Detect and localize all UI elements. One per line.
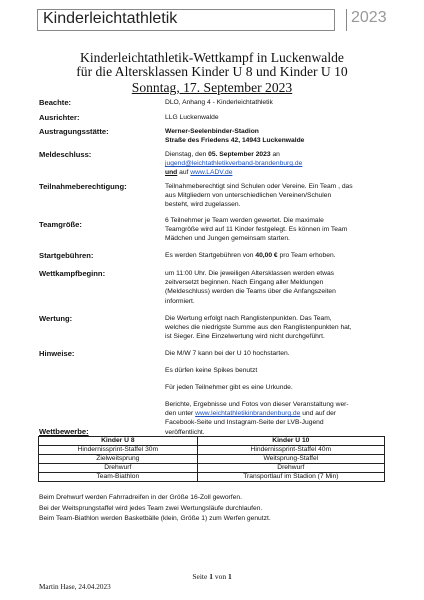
notes [39, 493, 271, 525]
label-beachte: Beachte: [39, 98, 72, 107]
teamgroesse-line: Mädchen und Jungen gemeinsam starten. [165, 235, 290, 243]
value-wettkampfbeginn [165, 269, 401, 306]
note-item: Bei der Weitsprungstaffel wird jedes Team zwei Wertungsläufe durchlaufen. [39, 504, 263, 512]
deadline-date: 05. September 2023 [208, 151, 271, 158]
header-title: Kinderleichtathletik [43, 10, 178, 27]
hinweis-4-pre: den unter [165, 410, 196, 418]
page-header [37, 9, 387, 31]
value-meldeschluss [165, 150, 401, 178]
beginn-line: zeitversetzt beginnen. Nach Eingang aller Meldungen [165, 279, 324, 287]
label-wertung: Wertung: [39, 314, 73, 323]
page-seite: Seite [192, 572, 210, 581]
venue-name: Werner-Seelenbinder-Stadion [165, 128, 259, 135]
value-wertung [165, 314, 401, 342]
teamgroesse-line: Teamgröße wird auf 11 Kinder festgelegt. Es können im Team [165, 226, 348, 234]
label-austragungsstaette: Austragungsstätte: [39, 127, 109, 136]
header-year: 2023 [351, 9, 387, 26]
venue-address: Straße des Friedens 42, 14943 Luckenwalde [165, 137, 305, 145]
page-number [0, 572, 424, 581]
table-cell: Drehwurf [197, 464, 384, 473]
lvb-website-link[interactable]: www.leichtathletikinbrandenburg.de [195, 410, 301, 418]
page-current: 1 [209, 572, 213, 581]
hinweis-4-line: Berichte, Ergebnisse und Fotos von dieser Veranstaltung wer- [165, 401, 349, 408]
wettbewerbe-title: Wettbewerbe: [39, 427, 89, 436]
note-item: Beim Drehwurf werden Fahrradreifen in der Größe 16-Zoll geworfen. [39, 494, 242, 501]
table-cell: Team-Biathlon [39, 473, 198, 482]
hinweis-4-line: veröffentlicht. [165, 428, 205, 436]
und-text: und [165, 169, 178, 177]
label-meldeschluss: Meldeschluss: [39, 150, 92, 159]
table-row [39, 464, 385, 473]
table-cell: Transportlauf im Stadion (7 Min) [197, 473, 384, 482]
table-row [39, 446, 385, 455]
fee-prefix: Es werden Startgebühren von [165, 252, 256, 259]
beginn-line: um 11:00 Uhr. Die jeweiligen Altersklassen werden etwas [165, 270, 335, 277]
value-ausrichter: LLG Luckenwalde [165, 114, 219, 121]
value-austragungsstaette [165, 127, 401, 145]
teilnahme-line: Teilnahmeberechtigt sind Schulen oder Vereine. Ein Team , das [165, 183, 353, 190]
hinweis-1: Die M/W 7 kann bei der U 10 hochstarten. [165, 350, 290, 357]
value-teilnahme [165, 182, 401, 210]
note-item: Beim Team-Biathlon werden Basketbälle (klein, Größe 1) zum Werfen genutzt. [39, 515, 271, 522]
table-header-row [39, 437, 385, 446]
teamgroesse-line: 6 Teilnehmer je Team werden gewertet. Die maximale [165, 217, 324, 224]
fee-amount: 40,00 € [255, 252, 278, 259]
table-cell: Weitsprung-Staffel [197, 455, 384, 464]
beginn-line: (Meldeschluss) werden die Teams über die Anfangszeiten [165, 288, 336, 296]
label-teamgroesse: Teamgröße: [39, 220, 82, 229]
wertung-line: Die Wertung erfolgt nach Ranglistenpunkten. Das Team, [165, 315, 332, 322]
table-cell: Zielweitsprung [39, 455, 198, 464]
page-von: von [212, 572, 228, 581]
table-row [39, 473, 385, 482]
teilnahme-line: besteht, wird zugelassen. [165, 201, 241, 209]
header-u8: Kinder U 8 [39, 437, 198, 446]
event-date: Sonntag, 17. September 2023 [131, 80, 293, 95]
header-separator [346, 9, 347, 31]
hinweis-4-line: Facebook-Seite und Instagram-Seite der LVB-Jugend [165, 419, 324, 427]
header-u10: Kinder U 10 [197, 437, 384, 446]
beginn-line: informiert. [165, 297, 195, 305]
hinweis-3: Für jeden Teilnehmer gibt es eine Urkunde. [165, 384, 293, 391]
hinweis-2: Es dürfen keine Spikes benutzt [165, 367, 258, 374]
label-hinweise: Hinweise: [39, 349, 75, 358]
wertung-line: ist Sieger. Eine Einzelwertung wird nicht durchgeführt. [165, 333, 325, 341]
label-wettkampfbeginn: Wettkampfbeginn: [39, 269, 106, 278]
event-title-line2: für die Altersklassen Kinder U 8 und Kinder U 10 [76, 64, 348, 79]
hinweis-4-post: und auf der [300, 410, 337, 418]
hinweis-4 [165, 400, 401, 437]
event-title-line1: Kinderleichtathletik-Wettkampf in Luckenwalde [80, 50, 344, 65]
value-startgebuehren [165, 251, 401, 260]
email-link[interactable]: jugend@leichtathletikverband-brandenburg.de [165, 160, 303, 168]
table-cell: Hindernissprint-Staffel 30m [39, 446, 198, 455]
fee-suffix: pro Team erhoben. [277, 252, 336, 259]
label-teilnahme: Teilnahmeberechtigung: [39, 182, 127, 191]
page-total: 1 [227, 572, 232, 581]
ladv-link[interactable]: www.LADV.de [190, 169, 233, 177]
teilnahme-line: aus Mitgliedern von unterschiedlichen Vereinen/Schulen [165, 192, 332, 200]
table-cell: Drehwurf [39, 464, 198, 473]
deadline-suffix: an [270, 151, 280, 158]
footer-author: Martin Hase, 24.04.2023 [39, 583, 111, 591]
deadline-prefix: Dienstag, den [165, 151, 209, 158]
wettbewerbe-table [38, 436, 385, 482]
auf-text: auf [177, 169, 191, 177]
wertung-line: welches die niedrigste Summe aus den Ranglistenpunkten hat, [165, 324, 352, 332]
table-row [39, 455, 385, 464]
value-teamgroesse [165, 216, 401, 244]
label-ausrichter: Ausrichter: [39, 113, 80, 122]
table-cell: Hindernissprint-Staffel 40m [197, 446, 384, 455]
label-startgebuehren: Startgebühren: [39, 251, 94, 260]
value-beachte: DLO, Anhang 4 - Kinderleichtathletik [165, 99, 273, 106]
